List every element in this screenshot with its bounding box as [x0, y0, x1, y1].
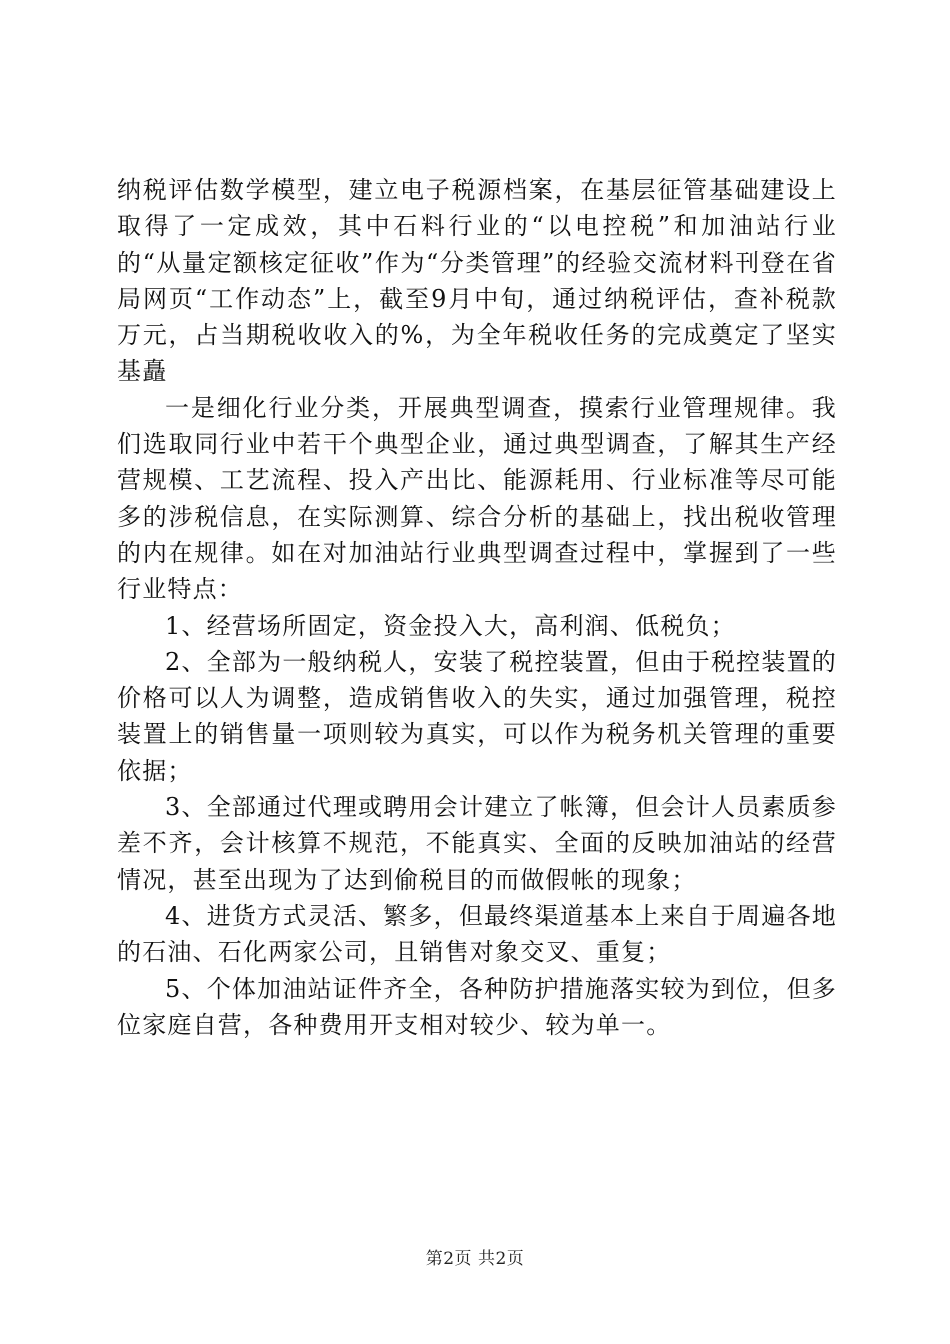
paragraph-intro: 纳税评估数学模型，建立电子税源档案，在基层征管基础建设上取得了一定成效，其中石料行业的“以电控税”和加油站行业的“从量定额核定征收”作为“分类管理”的经验交流材料刊登在省局网页“工作动态”上，截至9月中旬，通过纳税评估，查补税款万元，占当期税收收入的%，为全年税收任务的完成奠定了坚实基矗 [117, 176, 837, 386]
page-number-footer: 第2页 共2页 [425, 1249, 525, 1269]
paragraph-feature-1: 1、经营场所固定，资金投入大，高利润、低税负； [165, 611, 736, 640]
paragraph-feature-3: 3、全部通过代理或聘用会计建立了帐簿，但会计人员素质参差不齐，会计核算不规范，不能真实、全面的反映加油站的经营情况，甚至出现为了达到偷税目的而做假帐的现象； [117, 793, 837, 894]
document-body [117, 172, 837, 1043]
paragraph-feature-5: 5、个体加油站证件齐全，各种防护措施落实较为到位，但多位家庭自营，各种费用开支相对较少、较为单一。 [117, 974, 837, 1039]
paragraph-feature-4: 4、进货方式灵活、繁多，但最终渠道基本上来自于周遍各地的石油、石化两家公司，且销售对象交叉、重复； [117, 901, 837, 967]
paragraph-industry-classification: 一是细化行业分类，开展典型调查，摸索行业管理规律。我们选取同行业中若干个典型企业，通过典型调查，了解其生产经营规模、工艺流程、投入产出比、能源耗用、行业标准等尽可能多的涉税信息，在实际测算、综合分析的基础上，找出税收管理的内在规律。如在对加油站行业典型调查过程中，掌握到了一些行业特点： [117, 393, 837, 604]
paragraph-feature-2: 2、全部为一般纳税人，安装了税控装置，但由于税控装置的价格可以人为调整，造成销售收入的失实，通过加强管理，税控装置上的销售量一项则较为真实，可以作为税务机关管理的重要依据； [117, 647, 837, 785]
